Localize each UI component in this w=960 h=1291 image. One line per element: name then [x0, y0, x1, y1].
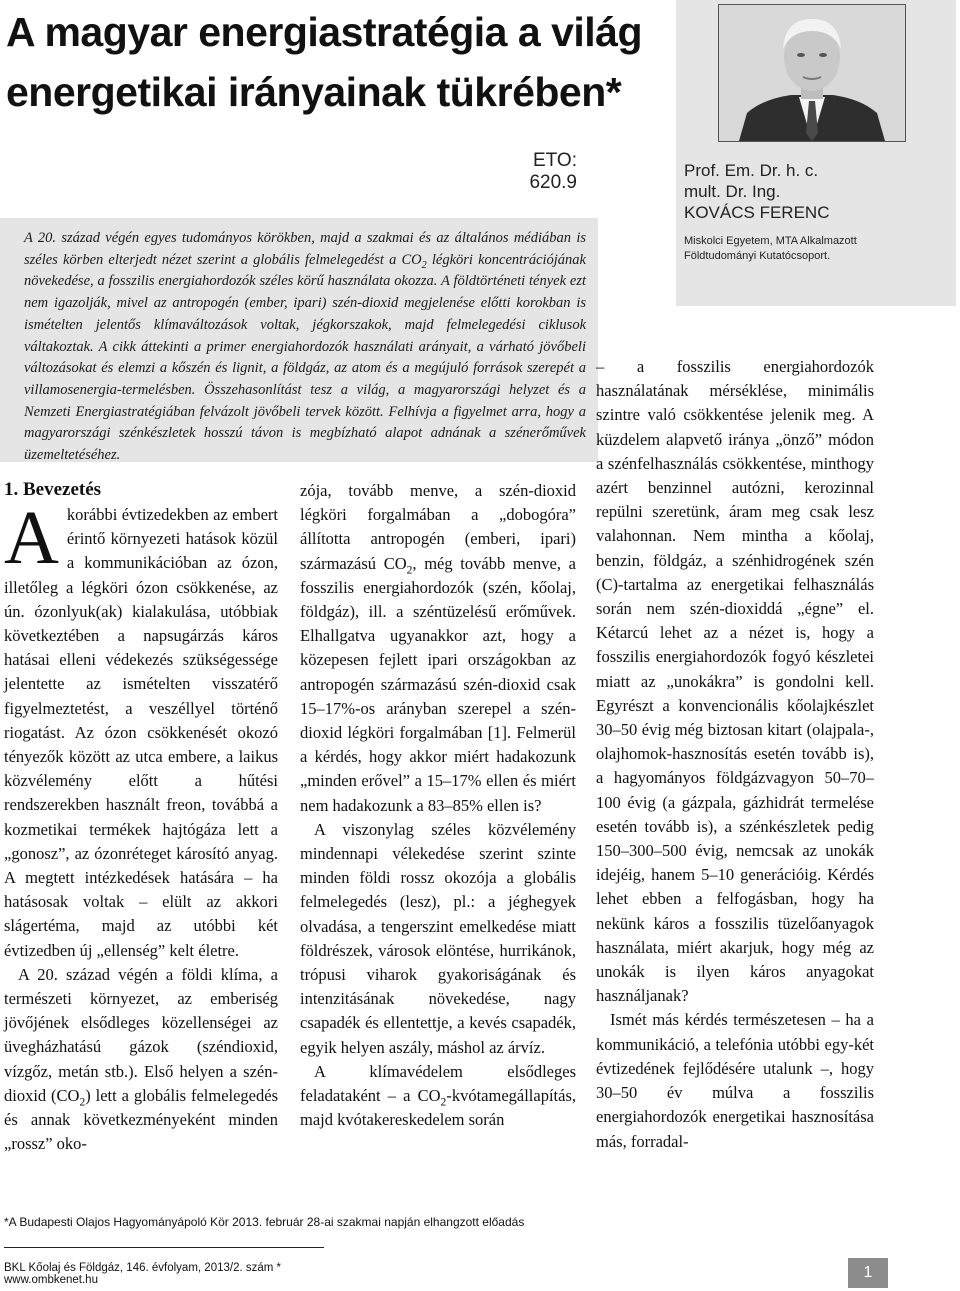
paragraph: – a fosszilis energiahordozók használatának mérséklése, minimális szintre való csökkentése jelenik meg. A küzdelem alapvető iránya „önző” módon a szénfelhasználás csökkentése, minthogy azért benzinnel autózni, kerozinnal repülni szeretünk, áram meg csak lesz valahonnan. Nem mintha a kőolaj, benzin, földgáz, a szénhidrogének szén (C)-tartalma az energetikai felhasználás során nem szén-dioxiddá „égne” el. Kétarcú lehet az a nézet is, hogy a fosszilis energiahordozók fogyó készletei miatt az „unokákra” is gondolni kell. Egyrészt a konvencionális kőolajkészlet 30–50 évig még biztosan kitart (olajpala-, olajhomok-hasznosítás esetén tovább is), a hagyományos földgázvagyon 50–70–100 évig (a gázpala, gázhidrát termelése esetén tovább is), a szénkészletek pedig 150–300–500 évig, nemcsak az unokák idejéig, hanem 5–10 generációig. Kérdés lehet ebben a felfogásban, hogy ha nekünk káros a fosszilis tüzelőanyagok használata, miért akarjuk, hogy még az unokák is ilyen káros anyagokat használjanak? [596, 357, 874, 1006]
text-column-2 [300, 479, 576, 1132]
footnote: *A Budapesti Olajos Hagyományápoló Kör 2013. február 28-ai szakmai napján elhangzott előadás [4, 1215, 525, 1229]
paragraph: Ismét más kérdés természetesen – ha a kommunikáció, a telefónia utóbbi egy-két évtizedének fejlődésére utalunk –, hogy 30–50 év múlva a fosszilis energiahordozók energetikai hasznosítása más, forradal- [596, 1010, 874, 1151]
page-number: 1 [848, 1258, 888, 1288]
eto-code: ETO: 620.9 [529, 150, 577, 193]
author-panel [676, 0, 956, 306]
author-photo [718, 4, 906, 142]
journal-footer: BKL Kőolaj és Földgáz, 146. évfolyam, 2013/2. szám * www.ombkenet.hu [4, 1262, 282, 1286]
author-name [684, 160, 944, 223]
text-column-3 [596, 355, 874, 1154]
paragraph: A 20. század végén a földi klíma, a természeti környezet, az emberiség jövőjének elsődleges közellenségei az üvegházhatású gázok (széndioxid, vízgőz, metán stb.). Első helyen a szén-dioxid $(CO_2)$ lett a globális felmelegedés és annak következményeként minden „rossz” oko- [4, 964, 278, 1154]
section-heading: 1. Bevezetés [4, 479, 102, 500]
paragraph: A viszonylag széles közvélemény mindennapi vélekedése szerint szinte minden földi rossz okozója a globális felmelegedés (lesz), pl.: a jéghegyek olvadása, a tengerszint emelkedése miatt földrészek, városok elöntése, hurrikánok, trópusi viharok gyakoriságának és intenzitásának növekedése, nagy csapadék és ellentettje, a kevés csapadék, egyik helyen aszály, máshol az árvíz. [300, 819, 576, 1057]
paragraph: zója, tovább menve, a szén-dioxid légköri forgalmában a „dobogóra” állította antropogén (emberi, ipari) származású $CO_2$, még tovább menve, a fosszilis energiahordozók (szén, kőolaj, földgáz), ill. a széntüzelésű erőművek. Elhallgatva ugyanakkor azt, hogy a közepesen fejlett ipari országokban az antropogén származású szén-dioxid csak 15–17%-os arányban szerepel a szén-dioxid légköri forgalmában [1]. Felmerül a kérdés, hogy akkor miért hadakozunk „minden erővel” a 15–17% ellen és miért nem hadakozunk a 83–85% ellen is? [300, 481, 576, 815]
intro-paragraph: Akorábbi évtizedekben az embert érintő környezeti hatások közül a kommunikációban az ózon, illetőleg a légköri ózon csökkenése, az ún. ózonlyuk(ak) kialakulása, utóbbiak következtében a napsugárzás káros hatásai elleni védekezés szükségessége jelentette az ismételten visszatérő figyelmeztetést, a veszéllyel történő riogatást. Az ózon csökkenését okozó tényezők között az utca embere, a laikus közvélemény előtt a hűtési rendszerekben használt freon, továbbá a kozmetikai termékek hajtógáza lett a „gonosz”, az ózonréteget károsító anyag. A megtett intézkedések hatására – ha hatásosak voltak – elült az akkori slágertéma, majd az utóbbi két évtizedben új „ellenség” kelt életre. [4, 496, 278, 960]
drop-cap: A [4, 496, 59, 580]
abstract-text: A 20. század végén egyes tudományos körökben, majd a szakmai és az általános médiában is széles körben elterjedt nézet szerint a globális felmelegedést a $CO_2$ légköri koncentrációjának növekedése, a fosszilis energiahordozók széles körű használata okozza. A földtörténeti tények ezt nem igazolják, mivel az antropogén (ember, ipari) szén-dioxid megjelenése előtti korokban is ismételten jelentős klímaváltozások voltak, jégkorszakok, majd felmelegedési ciklusok váltakoztak. A cikk áttekinti a primer energiahordozók használati arányait, a várható jövőbeli változásokat és elemzi a kőszén és lignit, a földgáz, az atom és a megújuló források szerepét a villamosenergia-termelésben. Összehasonlítást tesz a világ, a magyarországi helyzet és a Nemzeti Energiastratégiában felvázolt jövőbeli tervek között. Felhívja a figyelmet arra, hogy a magyarországi szénkészletek hosszú távon is megbízható alapot adnának a szénerőművek üzemeltetéséhez. [24, 230, 586, 464]
author-title-line-1: Prof. Em. Dr. h. c. [684, 161, 819, 180]
article-title: A magyar energiastratégia a világ energetikai irányainak tükrében* [6, 9, 642, 115]
footer-divider [4, 1247, 324, 1248]
text-column-1 [4, 496, 278, 1156]
portrait-image [719, 5, 905, 141]
paragraph: A klímavédelem elsődleges feladataként – a $CO_2$-kvótamegállapítás, majd kvótakereskedelem során [300, 1061, 576, 1130]
author-title-line-2: mult. Dr. Ing. [684, 182, 781, 201]
abstract-box [0, 218, 598, 462]
author-surname-line: KOVÁCS FERENC [684, 203, 830, 222]
author-affiliation: Miskolci Egyetem, MTA Alkalmazott Földtudományi Kutatócsoport. [684, 235, 857, 262]
